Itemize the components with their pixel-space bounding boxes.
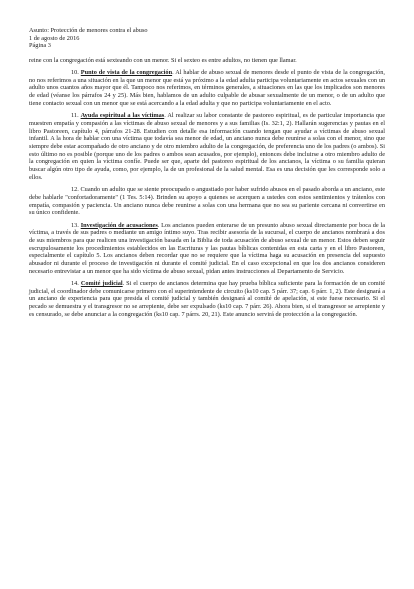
paragraph-title: Punto de vista de la congregación [80, 69, 173, 77]
paragraph-number: 12. [71, 186, 79, 194]
paragraph-text: Cuando un adulto que se siente preocupado o angustiado por haber sufrido abusos en el pasado aborda a un anciano, este debe hablarle "confortadoramente" (1 Tes. 5:14). Brinden su apoyo a quienes se acerquen a ustedes con estos sentimientos y trátenlos con empatía, compasión y paciencia. Un anciano nunca debe reunirse a solas con una hermana que no sea su pariente cercana ni convertirse en su único confidente. [29, 186, 386, 217]
paragraph-text: . Al realizar su labor constante de pastoreo espiritual, es de particular importancia que muestren empatía y compasión a las víctimas de abuso sexual de menores y a sus familias (Is. 32:1, 2). Hallarán sugerencias y pautas en el libro Pastoreen, capítulo 4, párrafos 21-28. Estudien con detalle esa información cuando tengan que ayudar a víctimas de abuso sexual infantil. A la hora de hablar con una víctima que todavía sea menor de edad, un anciano nunca debe reunirse a solas con el menor, sino que siempre debe estar acompañado de otro anciano y de otro miembro adulto de la congregación, de preferencia uno de los padres (o ambos). Si esto último no es posible (porque uno de los padres o ambos sean acusados, por ejemplo), entonces debe incluirse a otro miembro adulto de la congregación en quien la víctima confíe. Puede ser que, aparte del pastoreo espiritual de los ancianos, la víctima o su familia quieran buscar algún otro tipo de ayuda, como, por ejemplo, la de un profesional de la salud mental. Esa es una decisión que les corresponde solo a ellos. [29, 112, 385, 181]
paragraph-number: 11. [71, 112, 79, 120]
paragraph-title: Ayuda espiritual a las víctimas [80, 112, 165, 120]
paragraph-14 [29, 280, 385, 319]
paragraph-text: reine con la congregación está sexteando con un menor. Si el sexteo es entre adultos, no tienen que llamar. [29, 56, 297, 64]
paragraph-number: 14. [71, 280, 79, 288]
paragraph-text: . Si el cuerpo de ancianos determina que hay prueba bíblica suficiente para la formación de un comité judicial, el coordinador debe comunicarse primero con el superintendente de circuito (ks10 cap. 5 párr. 37; cap. 6 párr. 1, 2). Este designará a un anciano de experiencia para que presida el comité judicial y también designará al comité de apelación, si este fuese necesario. Si el pecado se demuestra y el transgresor no se arrepiente, debe ser expulsado (ks10 cap. 7 párr. 26). Ahora bien, si el transgresor se arrepiente y es censurado, se debe anunciar a la congregación (ks10 cap. 7 párrs. 20, 21). Este anuncio servirá de protección a la congregación. [29, 280, 385, 318]
paragraph-10 [29, 69, 385, 108]
paragraph-11 [29, 112, 385, 181]
paragraph-number: 13. [71, 221, 79, 229]
paragraph-title: Comité judicial [80, 280, 123, 288]
letter-header [29, 27, 385, 50]
subject-line: Asunto: Protección de menores contra el abuso [29, 27, 148, 34]
paragraph-title: Investigación de acusaciones [80, 221, 158, 229]
paragraph-12 [29, 186, 385, 217]
paragraph-text: . Los ancianos pueden enterarse de un presunto abuso sexual directamente por boca de la víctima, a través de sus padres o mediante un amigo íntimo suyo. Tras recibir asesoría de la sucursal, el cuerpo de ancianos nombrará a dos de sus miembros para que realicen una investigación basada en la Biblia de toda acusación de abuso sexual de un menor. Estos deben seguir escrupulosamente los procedimientos establecidos en las Escrituras y las pautas bíblicas contenidas en esta carta y en el libro Pastoreen, especialmente el capítulo 5. Los ancianos deben recordar que no se requiere que la víctima haga su acusación en presencia del supuesto abusador ni durante el proceso de investigación ni durante el comité judicial. En el caso excepcional en que los dos ancianos consideren necesario entrevistar a un menor que ha sido víctima de abuso sexual, pidan antes instrucciones al Departamento de Servicio. [29, 221, 385, 275]
paragraph-number: 10. [71, 69, 79, 77]
date-line: 1 de agosto de 2016 [29, 34, 80, 42]
page-number: Página 3 [29, 42, 51, 50]
paragraph-continuation [29, 57, 385, 65]
paragraph-13 [29, 222, 385, 276]
paragraph-text: . Al hablar de abuso sexual de menores desde el punto de vista de la congregación, no nos referimos a una situación en la que un menor que está ya próximo a la edad adulta participa voluntariamente en actos sexuales con un adulto unos cuantos años mayor que él. Tampoco nos referimos, en términos generales, a situaciones en las que los implicados son menores de edad (véanse los párrafos 24 y 25). Más bien, hablamos de un adulto culpable de abusar sexualmente de un menor, o de un adulto que tiene contacto sexual con un menor que se está acercando a la edad adulta y que no participa voluntariamente en el acto. [29, 69, 386, 107]
